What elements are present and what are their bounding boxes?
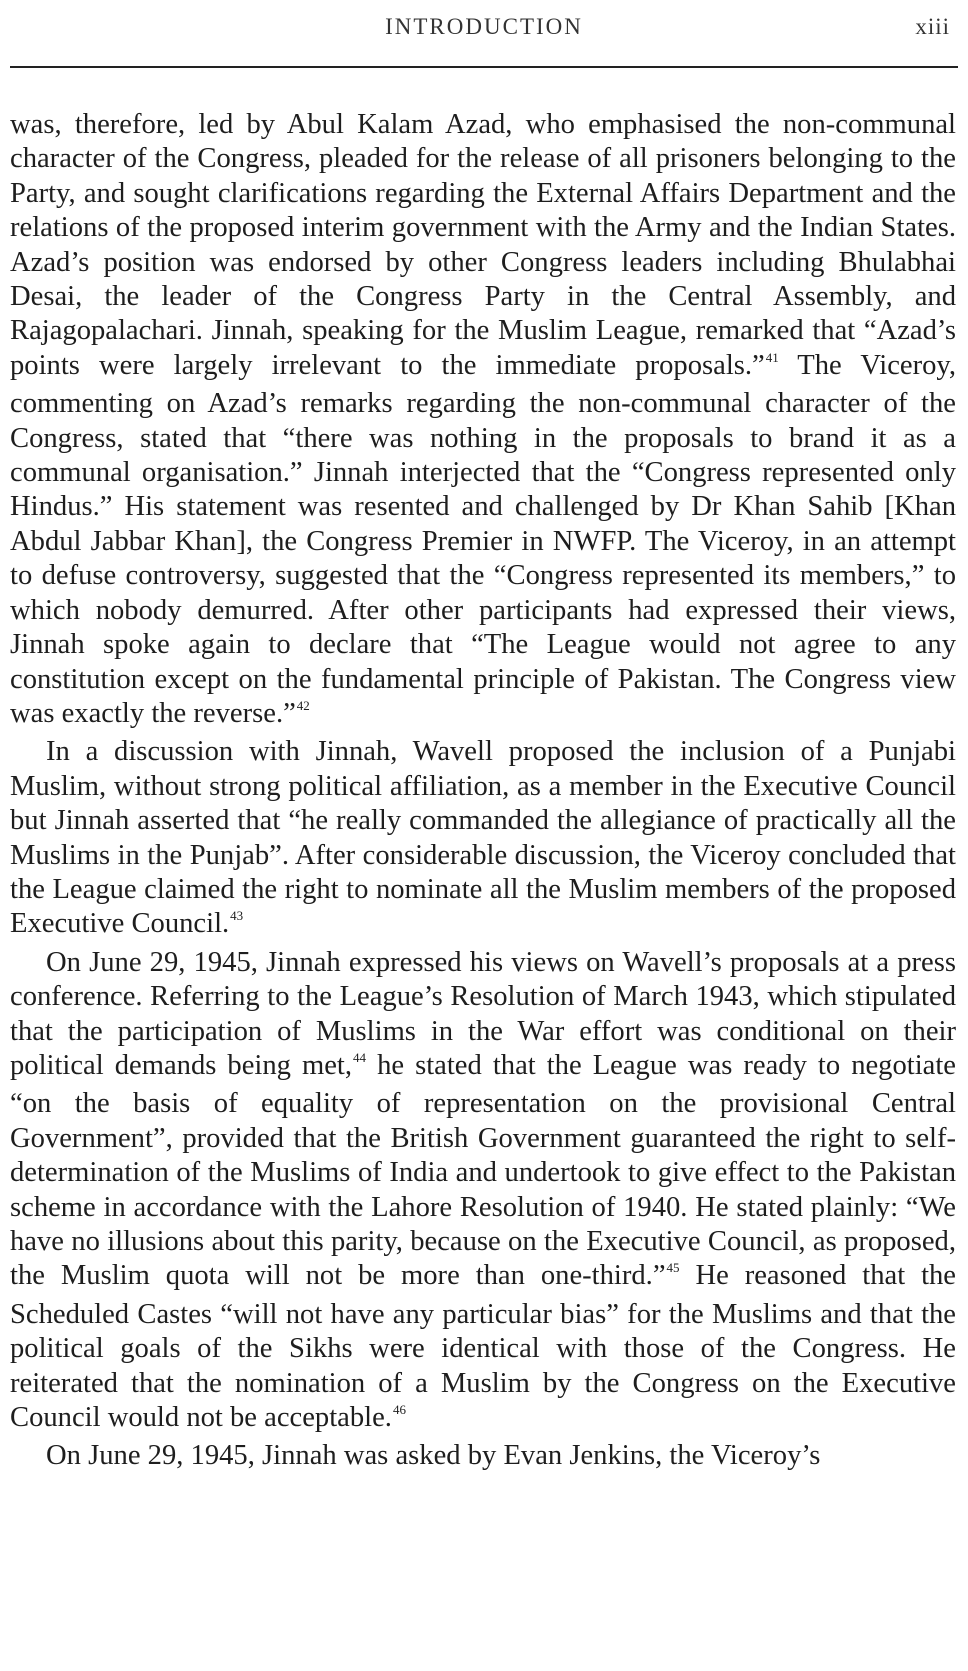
- footnote-ref: 43: [230, 908, 244, 924]
- footnote-ref: 45: [666, 1260, 680, 1276]
- body-text: [10, 108, 956, 1474]
- paragraph-text: In a discussion with Jinnah, Wavell proposed the inclusion of a Punjabi Muslim, without strong political affiliation, as a member in the Executive Council but Jinnah asserted that “he really commanded the allegiance of practically all the Muslims in the Punjab”. After considerable discussion, the Viceroy concluded that the League claimed the right to nominate all the Muslim members of the proposed Executive Council.: [10, 736, 956, 940]
- page-number: xiii: [915, 14, 950, 39]
- header-rule: [10, 66, 958, 68]
- paragraph: [10, 946, 956, 1440]
- paragraph-text: The Viceroy, commenting on Azad’s remarks regarding the non-communal character of the Congress, stated that “there was nothing in the proposals to brand it as a communal organisation.” Jinnah interjected that the “Congress represented only Hindus.” His statement was resented and challenged by Dr Khan Sahib [Khan Abdul Jabbar Khan], the Congress Premier in NWFP. The Viceroy, in an attempt to defuse controversy, suggested that the “Congress represented its members,” to which nobody demurred. After other participants had expressed their views, Jinnah spoke again to declare that “The League would not agree to any constitution except on the fundamental principle of Pakistan. The Congress view was exactly the reverse.”: [10, 349, 956, 729]
- chapter-title: INTRODUCTION: [385, 14, 583, 39]
- paragraph: [10, 735, 956, 945]
- footnote-ref: 46: [392, 1402, 406, 1418]
- footnote-ref: 44: [353, 1049, 367, 1065]
- paragraph-text: was, therefore, led by Abul Kalam Azad, who emphasised the non-communal character of the Congress, pleaded for the release of all prisoners belonging to the Party, and sought clarifications regarding the External Affairs Department and the relations of the proposed interim government with the Army and the Indian States. Azad’s position was endorsed by other Congress leaders including Bhulabhai Desai, the leader of the Congress Party in the Central Assembly, and Rajagopalachari. Jinnah, speaking for the Muslim League, remarked that “Azad’s points were largely irrelevant to the immediate proposals.”: [10, 109, 956, 381]
- footnote-ref: 41: [765, 349, 779, 365]
- paragraph-text: he stated that the League was ready to negotiate “on the basis of equality of representation on the provisional Central Government”, provided that the British Government guaranteed the right to self-determination of the Muslims of India and undertook to give effect to the Pakistan scheme in accordance with the Lahore Resolution of 1940. He stated plainly: “We have no illusions about this parity, because on the Executive Council, as proposed, the Muslim quota will not be more than one-third.”: [10, 1049, 956, 1292]
- footnote-ref: 42: [296, 697, 310, 713]
- paragraph-text: On June 29, 1945, Jinnah was asked by Evan Jenkins, the Viceroy’s: [46, 1440, 821, 1472]
- paragraph: [10, 108, 956, 735]
- paragraph-text: On June 29, 1945, Jinnah expressed his views on Wavell’s proposals at a press conference. Referring to the League’s Resolution of March 1943, which stipulated that the participation of Muslims in the War effort was conditional on their political demands being met,: [10, 946, 956, 1081]
- paragraph: [10, 1439, 956, 1473]
- paragraph-text: He reasoned that the Scheduled Castes “will not have any particular bias” for the Muslims and that the political goals of the Sikhs were identical with those of the Congress. He reiterated that the nomination of a Muslim by the Congress on the Executive Council would not be acceptable.: [10, 1260, 957, 1434]
